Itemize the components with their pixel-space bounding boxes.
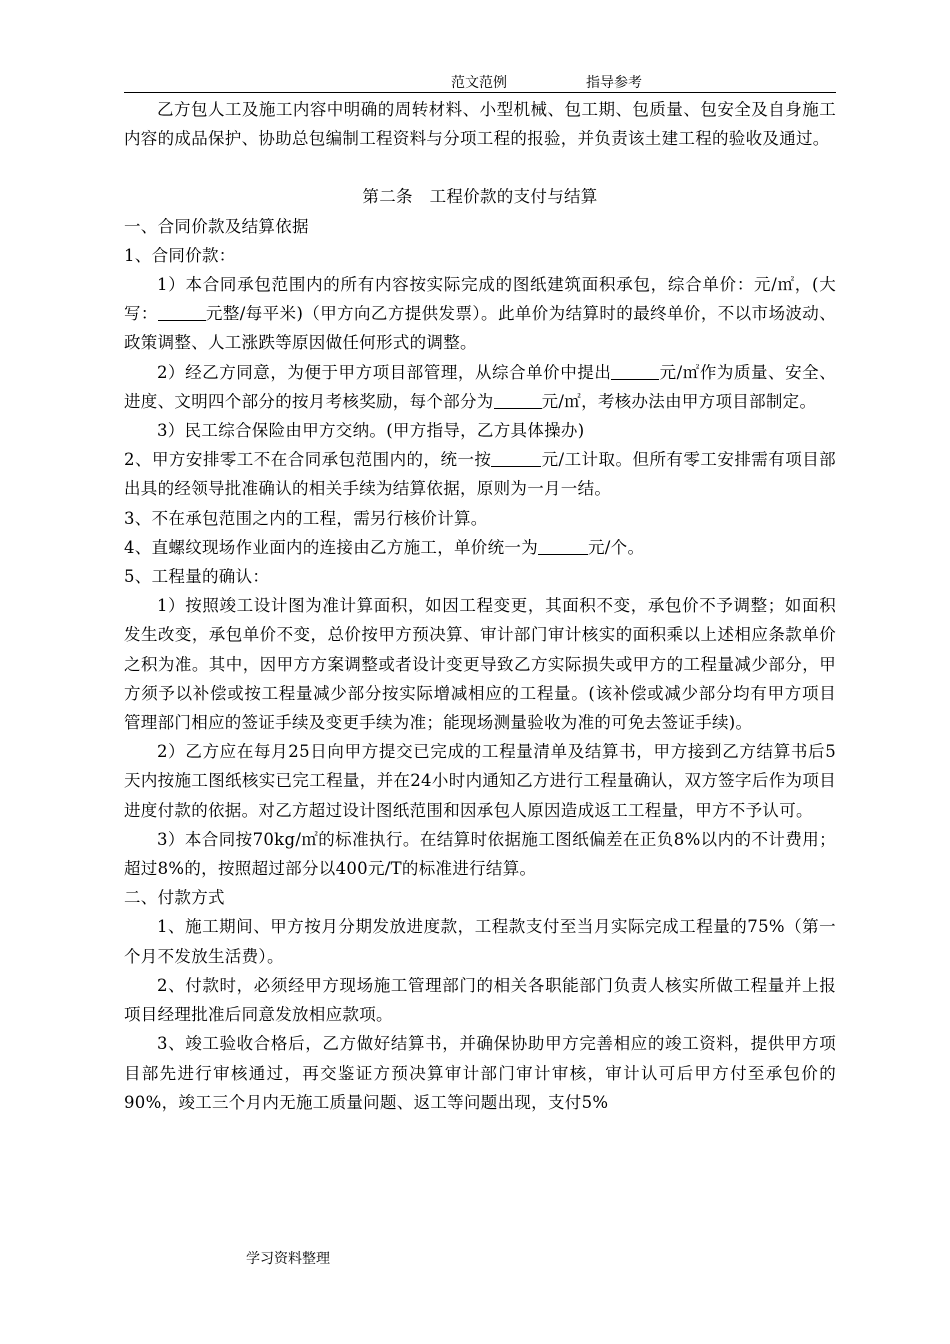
clause-1-item-2-text-a: 2）经乙方同意，为便于甲方项目部管理，从综合单价中提出 [157,362,612,382]
page-header [124,70,836,93]
payment-item-1: 1、施工期间、甲方按月分期发放进度款，工程款支付至当月实际完成工程量的75%（第一个月不发放生活费）。 [124,917,836,966]
clause-1-heading: 1、合同价款： [124,245,236,265]
clause-1-item-2-text-c: 元/㎡，考核办法由甲方项目部制定。 [541,391,817,411]
clause-5-heading: 5、工程量的确认： [124,567,270,587]
clause-1-item-1 [124,270,836,358]
fill-blank [494,391,542,409]
clause-1-item-1-text-b: 元整/每平米)（甲方向乙方提供发票）。此单价为结算时的最终单价，不以市场波动、政策调整、人工涨跌等原因做任何形式的调整。 [124,304,836,353]
clause-5-item-2: 2）乙方应在每月25日向甲方提交已完成的工程量清单及结算书，甲方接到乙方结算书后5天内按施工图纸核实已完工程量，并在24小时内通知乙方进行工程量确认，双方签字后作为项目进度付款的依据。对乙方超过设计图纸范围和因承包人原因造成返工工程量，甲方不予认可。 [124,742,836,820]
intro-paragraph: 乙方包人工及施工内容中明确的周转材料、小型机械、包工期、包质量、包安全及自身施工内容的成品保护、协助总包编制工程资料与分项工程的报验，并负责该土建工程的验收及通过。 [124,100,836,149]
clause-2 [124,445,836,503]
article-title: 第二条 工程价款的支付与结算 [362,187,598,207]
clause-1-item-2-text-b: 元/㎡作为质量、安全、进度、文明四个部分的按月考核奖励，每个部分为 [124,362,836,411]
clause-4-text-a: 4、直螺纹现场作业面内的连接由乙方施工，单价统一为 [124,537,538,557]
fill-blank [538,537,588,555]
header-right-text: 指导参考 [586,75,642,91]
fill-blank [158,304,206,322]
header-left-text: 范文范例 [451,75,507,91]
section-2-heading: 二、付款方式 [124,888,225,908]
section-1-heading: 一、合同价款及结算依据 [124,216,309,236]
page-footer: 学习资料整理 [246,1251,330,1267]
clause-1-item-3: 3）民工综合保险由甲方交纳。(甲方指导，乙方具体操办) [157,421,585,441]
fill-blank [611,362,659,380]
clause-1-item-2 [124,358,836,416]
payment-item-3: 3、竣工验收合格后，乙方做好结算书，并确保协助甲方完善相应的竣工资料，提供甲方项目部先进行审核通过，再交鉴证方预决算审计部门审计审核，审计认可后甲方付至承包价的90%，竣工三个月内无施工质量问题、返工等问题出现，支付5% [124,1034,836,1112]
clause-1-item-1-text-a: 1）本合同承包范围内的所有内容按实际完成的图纸建筑面积承包，综合单价：元/㎡，(大写： [124,275,836,324]
clause-5-item-1: 1）按照竣工设计图为准计算面积，如因工程变更，其面积不变，承包价不予调整；如面积发生改变，承包单价不变，总价按甲方预决算、审计部门审计核实的面积乘以上述相应条款单价之积为准。其中，因甲方方案调整或者设计变更导致乙方实际损失或甲方的工程量减少部分，甲方须予以补偿或按工程量减少部分按实际增减相应的工程量。(该补偿或减少部分均有甲方项目管理部门相应的签证手续及变更手续为准；能现场测量验收为准的可免去签证手续)。 [124,596,836,733]
clause-4-text-b: 元/个。 [588,537,645,557]
clause-2-text-b: 元/工计取。但所有零工安排需有项目部出具的经领导批准确认的相关手续为结算依据，原则为一月一结。 [124,450,836,499]
clause-3: 3、不在承包范围之内的工程，需另行核价计算。 [124,508,488,528]
document-body [124,95,836,1117]
clause-4 [124,533,836,562]
payment-item-2: 2、付款时，必须经甲方现场施工管理部门的相关各职能部门负责人核实所做工程量并上报项目经理批准后同意发放相应款项。 [124,975,836,1025]
clause-2-text-a: 2、甲方安排零工不在合同承包范围内的，统一按 [124,450,492,470]
clause-5-item-3: 3）本合同按70kg/㎡的标准执行。在结算时依据施工图纸偏差在正负8%以内的不计费用；超过8%的，按照超过部分以400元/T的标准进行结算。 [124,829,836,879]
fill-blank [491,450,541,468]
